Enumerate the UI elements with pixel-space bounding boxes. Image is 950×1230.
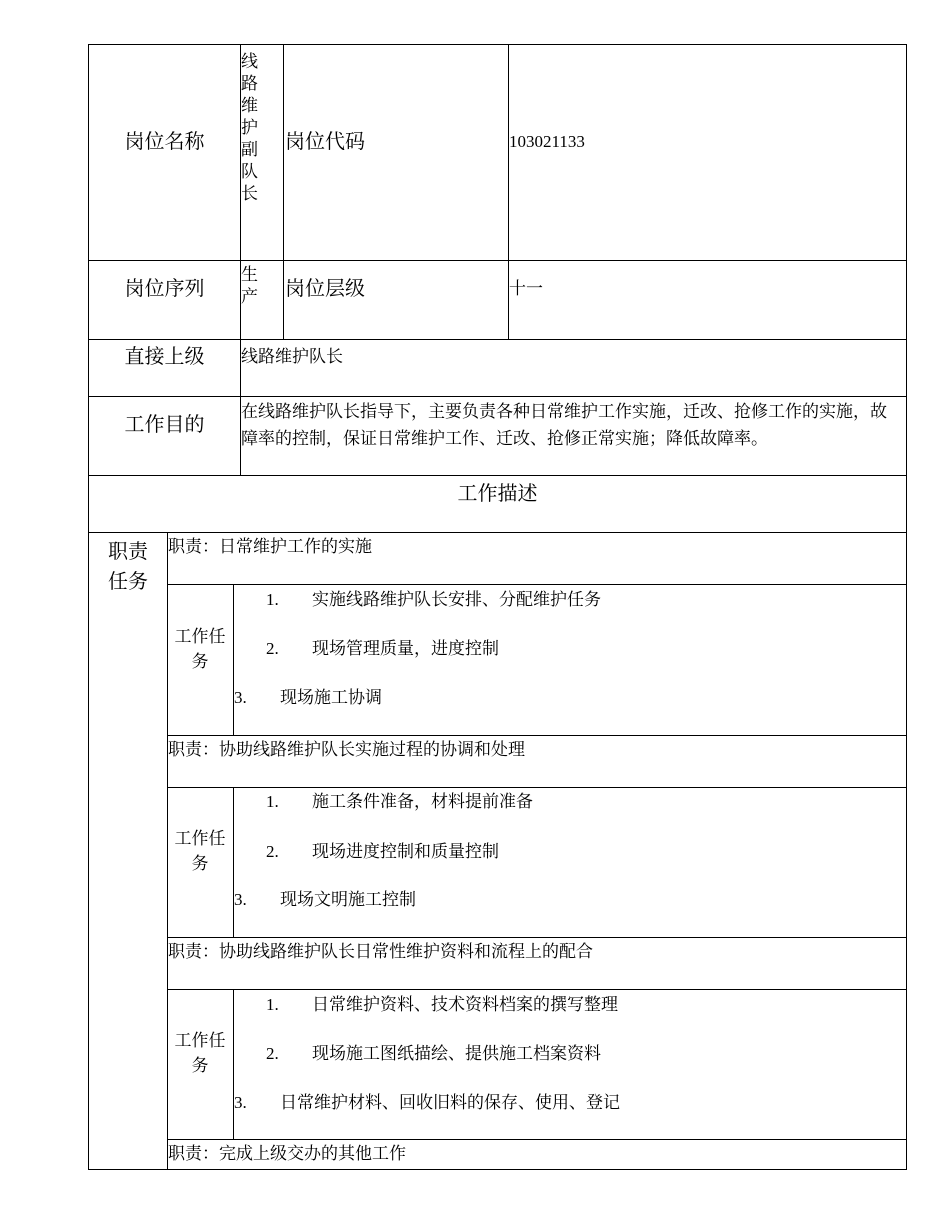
- task-number: 2.: [266, 639, 279, 658]
- task-label: 工作任务: [174, 1031, 226, 1075]
- task-number: 2.: [266, 1044, 279, 1063]
- post-series-value: 生产: [241, 265, 258, 304]
- post-name-value: 线路维护副队长: [241, 52, 258, 203]
- task-number: 3.: [234, 1093, 247, 1112]
- purpose-label: 工作目的: [124, 414, 205, 436]
- task-number: 1.: [266, 792, 279, 811]
- superior-value: 线路维护队长: [241, 347, 343, 366]
- task-text: 现场施工图纸描绘、提供施工档案资料: [312, 1044, 601, 1063]
- task-text: 日常维护材料、回收旧料的保存、使用、登记: [280, 1093, 620, 1112]
- section-title: 工作描述: [457, 483, 538, 505]
- post-level-value: 十一: [509, 279, 543, 298]
- duty-title: 职责：日常维护工作的实施: [168, 537, 372, 556]
- task-item: [266, 790, 533, 814]
- superior-label: 直接上级: [124, 346, 205, 368]
- task-text: 实施线路维护队长安排、分配维护任务: [312, 590, 601, 609]
- duty-title: 职责：协助线路维护队长日常性维护资料和流程上的配合: [168, 942, 593, 961]
- task-number: 3.: [234, 688, 247, 707]
- task-text: 现场进度控制和质量控制: [312, 842, 499, 861]
- task-text: 现场施工协调: [280, 688, 382, 707]
- purpose-value: 在线路维护队长指导下，主要负责各种日常维护工作实施，迁改、抢修工作的实施，故障率的控制，保证日常维护工作、迁改、抢修正常实施；降低故障率。: [241, 402, 887, 448]
- task-label: 工作任务: [174, 829, 226, 873]
- task-item: [266, 1042, 601, 1066]
- post-level-label: 岗位层级: [285, 278, 365, 300]
- task-item: [266, 588, 601, 612]
- task-item: [234, 1091, 620, 1115]
- task-text: 现场文明施工控制: [280, 890, 416, 909]
- task-number: 1.: [266, 590, 279, 609]
- task-item: [234, 686, 382, 710]
- post-name-label: 岗位名称: [124, 131, 205, 153]
- duty-title: 职责：协助线路维护队长实施过程的协调和处理: [168, 740, 525, 759]
- task-text: 现场管理质量，进度控制: [312, 639, 499, 658]
- task-number: 1.: [266, 995, 279, 1014]
- task-number: 2.: [266, 842, 279, 861]
- duty-label: 职责任务: [108, 541, 148, 593]
- post-code-value: 103021133: [509, 132, 585, 151]
- task-text: 施工条件准备，材料提前准备: [312, 792, 533, 811]
- task-item: [234, 888, 416, 912]
- task-item: [266, 840, 499, 864]
- task-number: 3.: [234, 890, 247, 909]
- task-item: [266, 637, 499, 661]
- post-code-label: 岗位代码: [285, 131, 365, 153]
- task-label: 工作任务: [174, 627, 226, 671]
- task-item: [266, 993, 618, 1017]
- post-series-label: 岗位序列: [124, 278, 205, 300]
- duty-title: 职责：完成上级交办的其他工作: [168, 1144, 406, 1163]
- task-text: 日常维护资料、技术资料档案的撰写整理: [312, 995, 618, 1014]
